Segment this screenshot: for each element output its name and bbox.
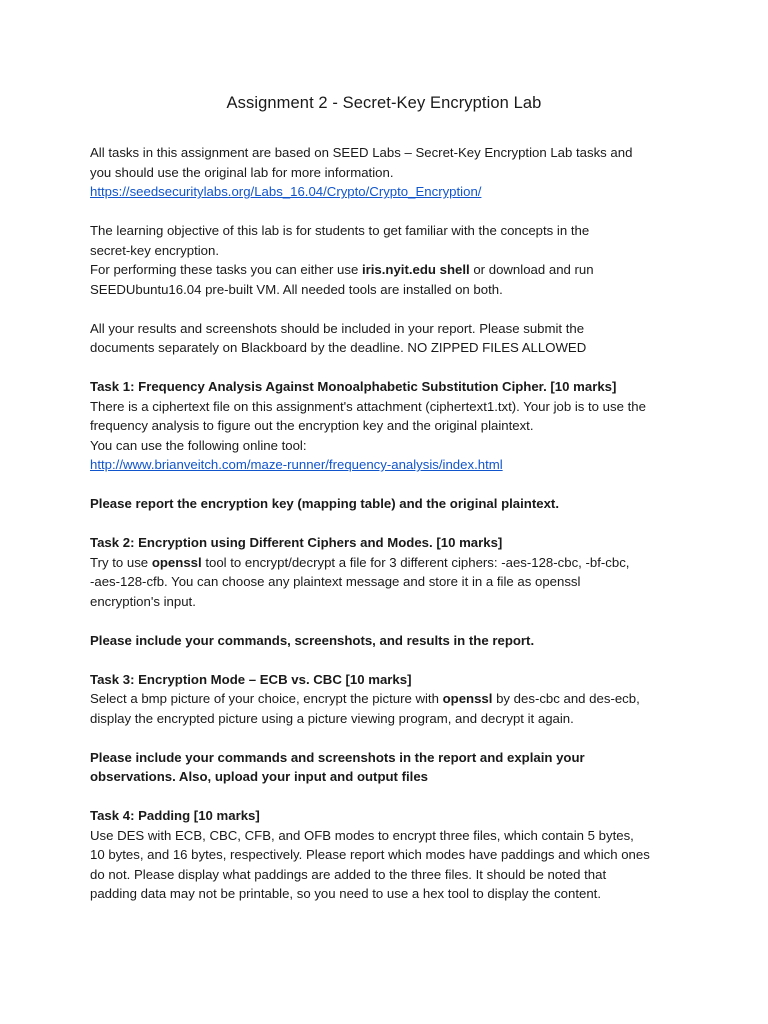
results-line-2: documents separately on Blackboard by the deadline. NO ZIPPED FILES ALLOWED [90,340,587,355]
task3-line-1: Select a bmp picture of your choice, encrypt the picture with openssl by des-cbc and des-ecb, [90,691,640,706]
task3-heading: Task 3: Encryption Mode – ECB vs. CBC [10 marks] [90,671,412,687]
task2-line-3: encryption's input. [90,593,196,609]
task2-line-2: -aes-128-cfb. You can choose any plaintext message and store it in a file as openssl [90,574,581,589]
intro-line-2: you should use the original lab for more information. [90,164,394,180]
task3-line-2: display the encrypted picture using a picture viewing program, and decrypt it again. [90,710,574,726]
task1-heading: Task 1: Frequency Analysis Against Monoalphabetic Substitution Cipher. [10 marks] [90,379,617,394]
seed-lab-link[interactable]: https://seedsecuritylabs.org/Labs_16.04/Crypto/Crypto_Encryption/ [90,184,482,199]
task4-heading: Task 4: Padding [10 marks] [90,808,260,823]
task4-line-4: padding data may not be printable, so you need to use a hex tool to display the content. [90,886,602,901]
objective-line-4: SEEDUbuntu16.04 pre-built VM. All needed tools are installed on both. [90,281,503,297]
task1-section [90,377,678,475]
task4-section [90,806,678,904]
objective-line-2: secret-key encryption. [90,242,219,258]
intro-line-1: All tasks in this assignment are based on SEED Labs – Secret-Key Encryption Lab tasks and [90,145,633,160]
task2-line-1: Try to use openssl tool to encrypt/decrypt a file for 3 different ciphers: -aes-128-cbc, -bf-cbc, [90,554,630,570]
task4-line-3: do not. Please display what paddings are added to the three files. It should be noted that [90,866,607,882]
task2-section [90,533,678,611]
document-title: Assignment 2 - Secret-Key Encryption Lab [226,94,542,112]
task2-report: Please include your commands, screenshots, and results in the report. [90,632,535,648]
task4-line-1: Use DES with ECB, CBC, CFB, and OFB modes to encrypt three files, which contain 5 bytes, [90,827,634,843]
openssl-text: openssl [151,554,202,570]
task1-line-1: There is a ciphertext file on this assignment's attachment (ciphertext1.txt). Your job is to use the [90,398,646,414]
task2-heading: Task 2: Encryption using Different Ciphers and Modes. [10 marks] [90,535,503,550]
frequency-analysis-link[interactable]: http://www.brianveitch.com/maze-runner/frequency-analysis/index.html [90,457,503,472]
intro-paragraph [90,143,678,202]
objective-line-1: The learning objective of this lab is for students to get familiar with the concepts in the [90,223,590,238]
task3-report-1: Please include your commands and screenshots in the report and explain your [90,749,585,765]
results-line-1: All your results and screenshots should be included in your report. Please submit the [90,320,585,336]
task4-line-2: 10 bytes, and 16 bytes, respectively. Please report which modes have paddings and which ones [90,847,650,862]
objective-line-3: For performing these tasks you can either use iris.nyit.edu shell or download and run [90,262,594,277]
task1-line-2: frequency analysis to figure out the encryption key and the original plaintext. [90,418,534,433]
task1-line-3: You can use the following online tool: [90,437,307,453]
document-body [90,143,678,904]
iris-shell-text: iris.nyit.edu shell [361,262,470,277]
results-paragraph [90,319,678,358]
task1-report: Please report the encryption key (mapping table) and the original plaintext. [90,496,559,511]
task3-section [90,670,678,729]
openssl-text: openssl [442,691,493,706]
objective-paragraph [90,221,678,299]
task3-report-2: observations. Also, upload your input and output files [90,769,429,784]
